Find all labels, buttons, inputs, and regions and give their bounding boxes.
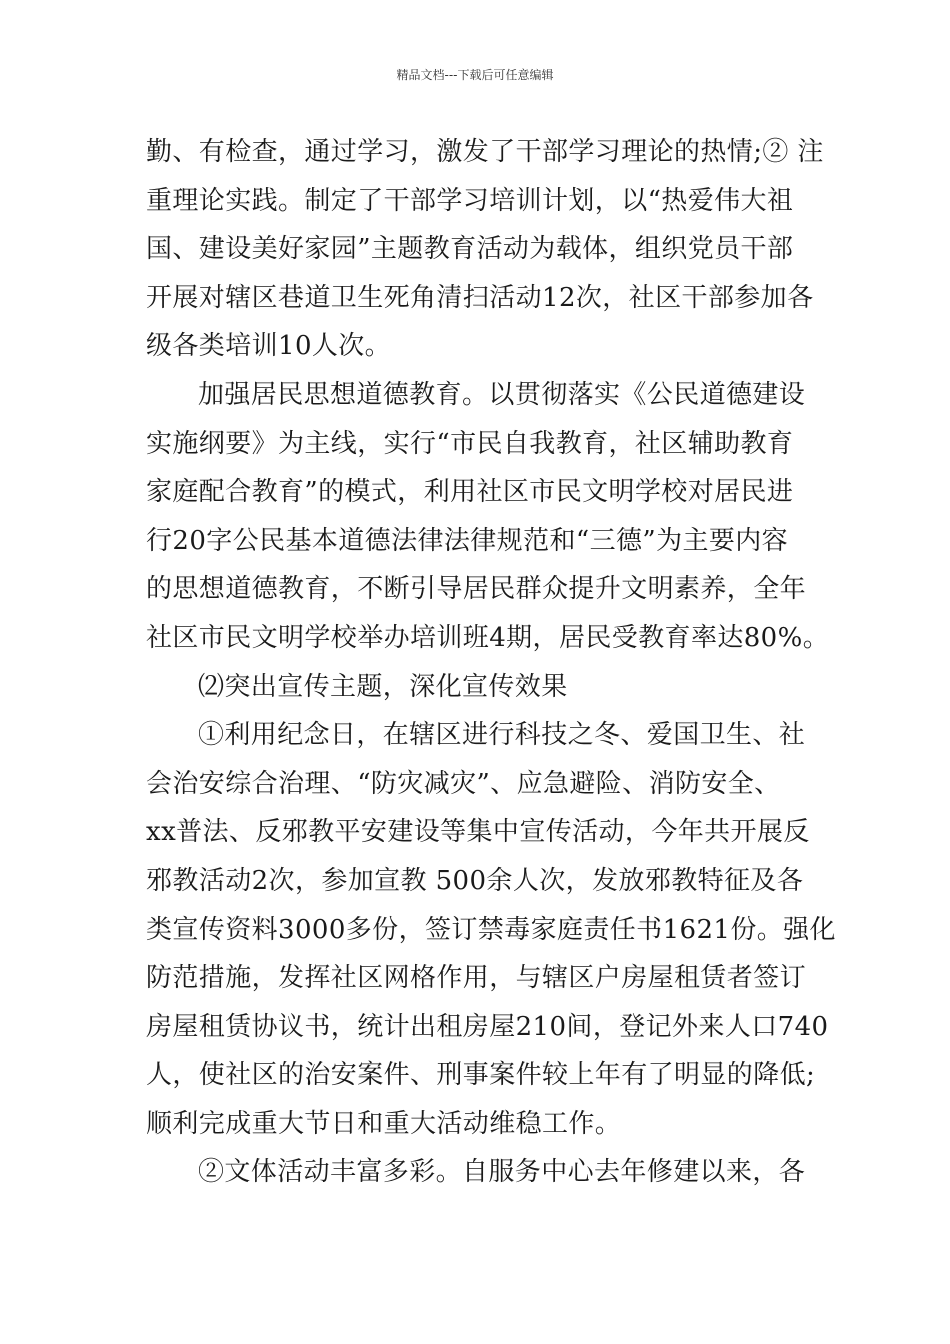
text-line: 的思想道德教育，不断引导居民群众提升文明素养，全年 [146, 574, 807, 605]
text-line: ①利用纪念日，在辖区进行科技之冬、爱国卫生、社 [198, 720, 806, 751]
text-line: 重理论实践。制定了干部学习培训计划，以“热爱伟大祖 [146, 185, 794, 216]
section-heading [146, 663, 816, 712]
text-line: 开展对辖区巷道卫生死角清扫活动12次，社区干部参加各 [146, 282, 814, 313]
document-body [146, 128, 836, 1197]
text-line: 类宣传资料3000多份，签订禁毒家庭责任书1621份。强化 [146, 914, 836, 945]
text-line: ⑵突出宣传主题，深化宣传效果 [198, 671, 568, 702]
text-line: 社区市民文明学校举办培训班4期，居民受教育率达80%。 [146, 622, 830, 653]
text-line: 勤、有检查，通过学习，激发了干部学习理论的热情;② 注 [146, 137, 824, 167]
page-header: 精品文档---下载后可任意编辑 [396, 68, 554, 82]
text-line: 级各类培训10人次。 [146, 331, 392, 362]
paragraph-1 [146, 128, 824, 371]
text-line: 实施纲要》为主线，实行“市民自我教育，社区辅助教育 [146, 428, 794, 459]
text-line: 家庭配合教育”的模式，利用社区市民文明学校对居民进 [146, 477, 794, 508]
text-line: 国、建设美好家园”主题教育活动为载体，组织党员干部 [146, 234, 794, 265]
text-line: 加强居民思想道德教育。以贯彻落实《公民道德建设 [198, 379, 806, 410]
paragraph-3 [146, 711, 836, 1148]
text-line: 邪教活动2次，参加宣教 500余人次，发放邪教特征及各 [146, 865, 804, 896]
text-line: 顺利完成重大节日和重大活动维稳工作。 [146, 1108, 622, 1139]
text-line: ②文体活动丰富多彩。自服务中心去年修建以来，各 [198, 1157, 806, 1188]
text-line: 防范措施，发挥社区网格作用，与辖区户房屋租赁者签订 [146, 963, 807, 994]
text-line: 房屋租赁协议书，统计出租房屋210间，登记外来人口740 [146, 1011, 829, 1042]
paragraph-4 [146, 1148, 816, 1197]
text-line: xx普法、反邪教平安建设等集中宣传活动，今年共开展反 [146, 817, 810, 848]
text-line: 人，使社区的治安案件、刑事案件较上年有了明显的降低; [146, 1060, 816, 1091]
text-line: 会治安综合治理、“防灾减灾”、应急避险、消防安全、 [146, 768, 781, 799]
paragraph-2 [146, 371, 830, 663]
text-line: 行20字公民基本道德法律法律规范和“三德”为主要内容 [146, 525, 789, 556]
